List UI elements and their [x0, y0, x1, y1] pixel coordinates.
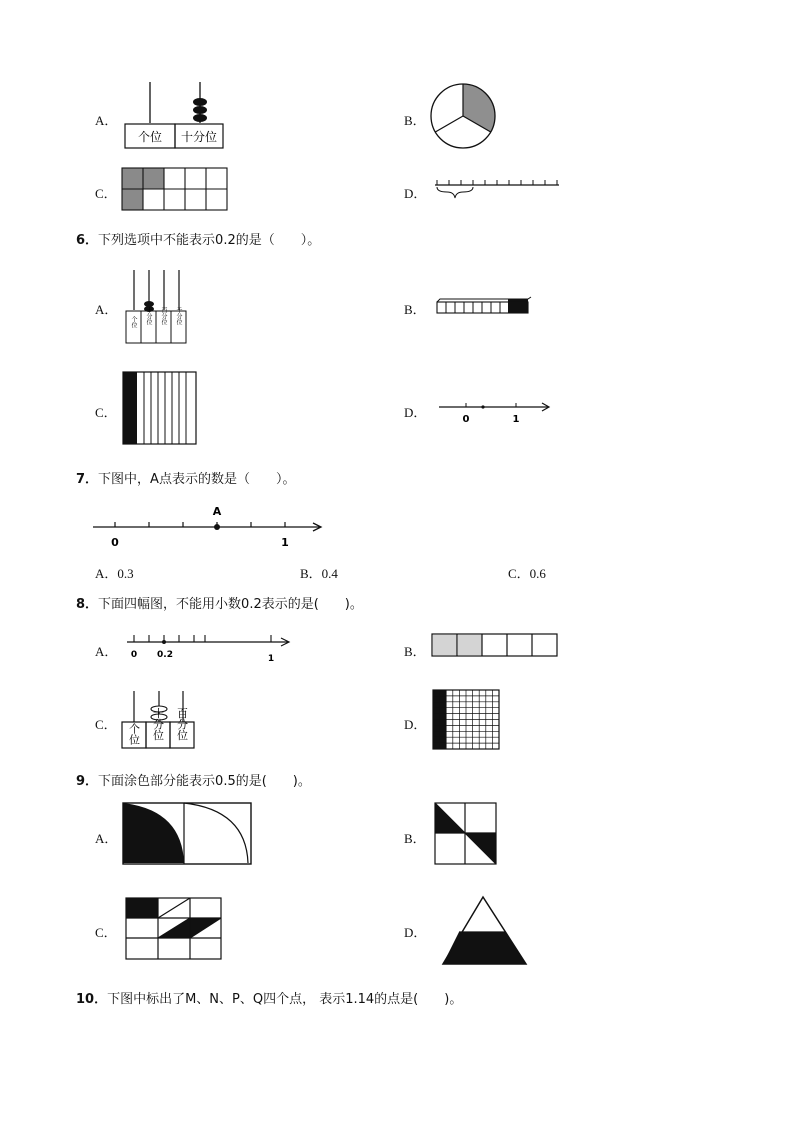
- q8-option-d-letter: D．: [404, 717, 427, 732]
- q9-grid-triangles-diagram: [124, 896, 226, 962]
- q5-option-b-letter: B．: [404, 113, 426, 128]
- q8-numberline-tick-0: 0: [130, 650, 138, 660]
- q6-option-c-letter: C．: [95, 405, 117, 420]
- q5-grid-diagram: [121, 167, 229, 213]
- q5-option-d-letter: D．: [404, 186, 427, 201]
- q8-option-c-letter: C．: [95, 717, 117, 732]
- q5-abacus-label-ones: 个位: [137, 130, 163, 144]
- q6-abacus-label-thousandths: 千分位: [175, 307, 182, 325]
- q9-rect-quarter-diagram: [120, 800, 254, 868]
- q8-option-a-letter: A．: [95, 644, 118, 659]
- q8-question: 8．下面四幅图，不能用小数0.2表示的是( )。: [76, 597, 363, 612]
- q5-pie-diagram: [430, 83, 500, 153]
- q6-numberline-diagram: [438, 398, 553, 428]
- q8-boxes-diagram: [430, 632, 560, 660]
- q6-abacus-diagram: [125, 266, 195, 346]
- q5-abacus-diagram: [124, 80, 224, 150]
- q7-numberline-diagram: [92, 503, 332, 553]
- q8-numberline-tick-0-2: 0.2: [157, 650, 173, 660]
- q8-option-b-letter: B．: [404, 644, 426, 659]
- q7-option-c: C．0.6: [508, 566, 546, 581]
- q5-numberline-diagram: [432, 177, 562, 207]
- q9-triangle-diagram: [440, 895, 530, 967]
- q6-strip-diagram: [122, 370, 198, 446]
- q8-abacus-label-hundredths: 百分位: [175, 707, 189, 741]
- q9-option-a-letter: A．: [95, 831, 118, 846]
- q6-abacus-label-ones: 个位: [130, 316, 137, 328]
- q7-option-b: B．0.4: [300, 566, 338, 581]
- q9-question: 9．下面涂色部分能表示0.5的是( )。: [76, 774, 311, 789]
- q6-option-a-letter: A．: [95, 302, 118, 317]
- q10-question: 10．下图中标出了M、N、P、Q四个点， 表示1.14的点是( )。: [76, 992, 463, 1007]
- q7-point-a-label: A: [212, 505, 222, 518]
- q6-option-b-letter: B．: [404, 302, 426, 317]
- q5-option-a-letter: A．: [95, 113, 118, 128]
- q6-numberline-tick-0: 0: [462, 414, 470, 425]
- q6-abacus-label-tenths: 十分位: [145, 307, 152, 325]
- q9-square-triangles-diagram: [433, 801, 499, 867]
- q7-question: 7．下图中，A点表示的数是（ ）。: [76, 472, 296, 487]
- q5-option-c-letter: C．: [95, 186, 117, 201]
- q8-abacus-label-ones: 个位: [127, 723, 141, 745]
- q8-numberline-diagram: [124, 628, 294, 668]
- q6-option-d-letter: D．: [404, 405, 427, 420]
- q9-option-d-letter: D．: [404, 925, 427, 940]
- q8-hundred-grid-diagram: [432, 689, 502, 751]
- q6-question: 6．下列选项中不能表示0.2的是（ ）。: [76, 233, 321, 248]
- q5-abacus-label-tenths: 十分位: [180, 130, 218, 144]
- q8-numberline-tick-1: 1: [267, 654, 275, 664]
- q6-numberline-tick-1: 1: [512, 414, 520, 425]
- q7-tick-0: 0: [111, 536, 119, 549]
- q7-option-a: A．0.3: [95, 566, 134, 581]
- q9-option-c-letter: C．: [95, 925, 117, 940]
- q6-bar-diagram: [436, 297, 536, 317]
- q9-option-b-letter: B．: [404, 831, 426, 846]
- q8-abacus-diagram: [121, 690, 197, 752]
- q6-abacus-label-hundredths: 百分位: [160, 307, 167, 325]
- q7-tick-1: 1: [281, 536, 289, 549]
- q8-abacus-label-tenths: 十分位: [151, 707, 165, 741]
